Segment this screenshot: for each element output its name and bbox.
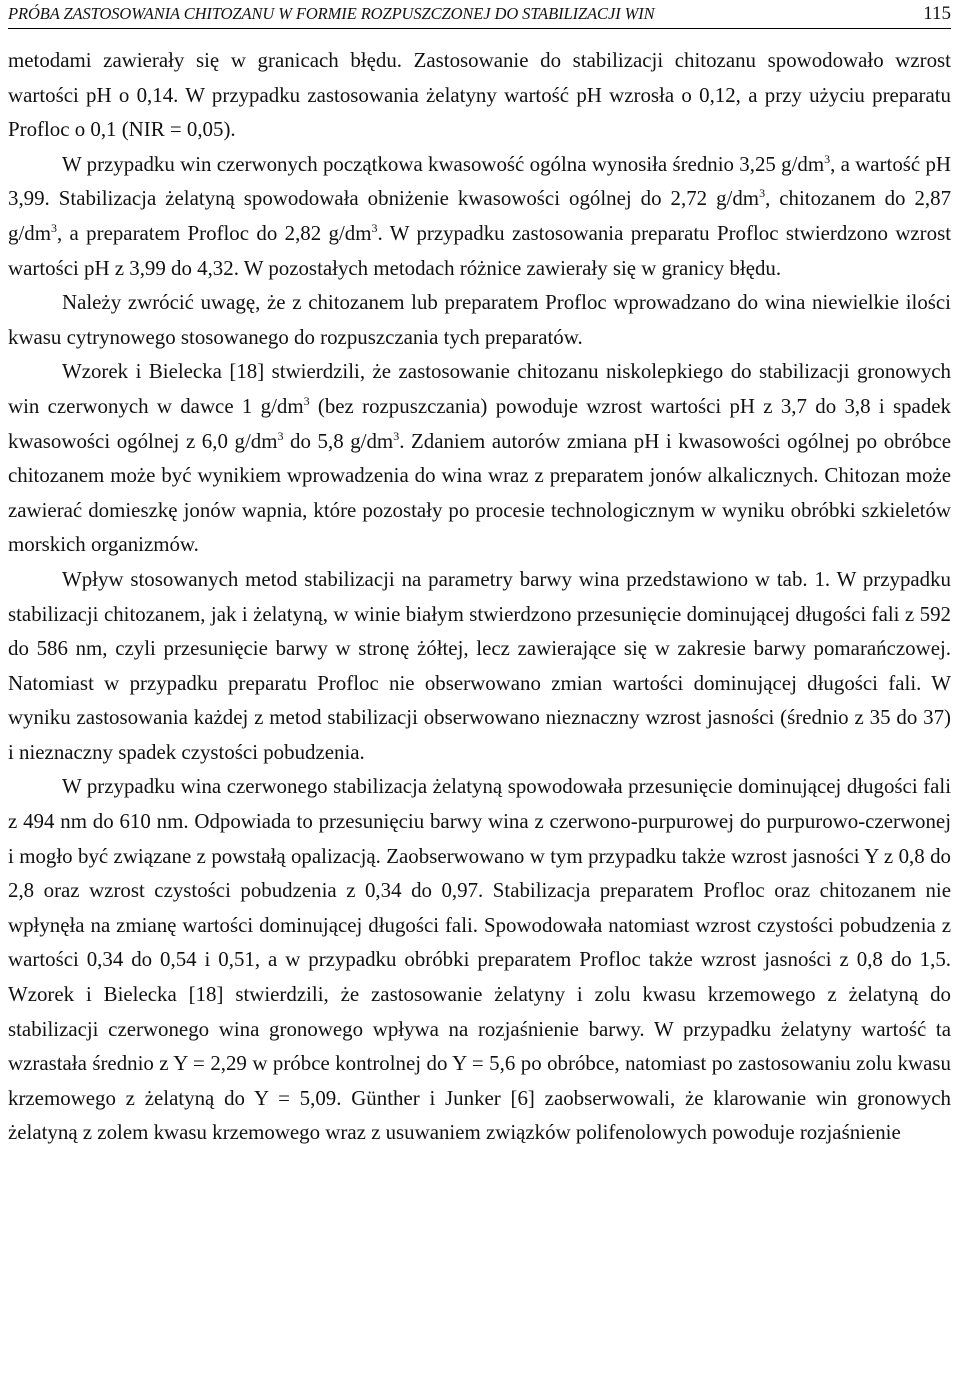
paragraph-text: , chitozanem do 2,87 g/dm <box>8 186 952 245</box>
superscript: 3 <box>277 428 284 443</box>
paragraph-text: (bez rozpuszczania) powoduje wzrost wartości pH z 3,7 do 3,8 i spadek kwasowości ogólnej z 6,0 g/dm <box>8 393 951 453</box>
superscript: 3 <box>759 186 766 201</box>
running-header <box>8 0 951 29</box>
body-paragraph <box>8 43 951 147</box>
superscript: 3 <box>303 393 310 408</box>
paragraph-text: Należy zwrócić uwagę, że z chitozanem lub preparatem Profloc wprowadzano do wina niewielkie ilości kwasu cytrynowego stosowanego do rozpuszczania tych preparatów. <box>8 290 951 349</box>
body-paragraph <box>8 147 951 285</box>
body-paragraph <box>8 562 951 770</box>
body-paragraph <box>8 769 951 1150</box>
page-number: 115 <box>923 3 951 24</box>
document-page <box>8 0 951 1150</box>
superscript: 3 <box>393 428 400 443</box>
paragraph-text: . W przypadku zastosowania preparatu Profloc stwierdzono wzrost wartości pH z 3,99 do 4,32. W pozostałych metodach różnice zawierały się w granicy błędu. <box>8 220 952 280</box>
body-paragraph <box>8 285 951 354</box>
paragraph-text: W przypadku win czerwonych początkowa kwasowość ogólna wynosiła średnio 3,25 g/dm <box>62 151 825 176</box>
paragraph-text: do 5,8 g/dm <box>283 428 394 453</box>
superscript: 3 <box>371 220 378 235</box>
body-paragraph <box>8 354 951 562</box>
paragraph-text: metodami zawierały się w granicach błędu. Zastosowanie do stabilizacji chitozanu spowodowało wzrost wartości pH o 0,14. W przypadku zastosowania żelatyny wartość pH wzrosła o 0,12, a przy użyciu preparatu Profloc o 0,1 (NIR = 0,05). <box>8 48 951 142</box>
paragraph-text: Wpływ stosowanych metod stabilizacji na parametry barwy wina przedstawiono w tab. 1. W przypadku stabilizacji chitozanem, jak i żelatyną, w winie białym stwierdzono przesunięcie dominującej długości fali z 592 do 586 nm, czyli przesunięcie barwy w stronę żółtej, lecz zawierające się w zakresie barwy pomarańczowej. Natomiast w przypadku preparatu Profloc nie obserwowano zmian wartości dominującej długości fali. W wyniku zastosowania każdej z metod stabilizacji obserwowano nieznaczny wzrost jasności (średnio z 35 do 37) i nieznaczny spadek czystości pobudzenia. <box>8 566 951 764</box>
paragraph-text: . Zdaniem autorów zmiana pH i kwasowości ogólnej po obróbce chitozanem może być wynikiem wprowadzenia do wina wraz z preparatem jonów alkalicznych. Chitozan może zawierać domieszkę jonów wapnia, które pozostały po procesie technologicznym w wyniku obróbki szkieletów morskich organizmów. <box>8 428 952 557</box>
body-text <box>8 43 951 1150</box>
superscript: 3 <box>50 220 57 235</box>
running-title: PRÓBA ZASTOSOWANIA CHITOZANU W FORMIE ROZPUSZCZONEJ DO STABILIZACJI WIN <box>8 4 655 23</box>
paragraph-text: W przypadku wina czerwonego stabilizacja żelatyną spowodowała przesunięcie dominującej długości fali z 494 nm do 610 nm. Odpowiada to przesunięciu barwy wina z czerwono-purpurowej do purpurowo-czerwonej i mogło być związane z powstałą opalizacją. Zaobserwowano w tym przypadku także wzrost jasności Y z 0,8 do 2,8 oraz wzrost czystości pobudzenia z 0,34 do 0,97. Stabilizacja preparatem Profloc oraz chitozanem nie wpłynęła na zmianę wartości dominującej długości fali. Spowodowała natomiast wzrost czystości pobudzenia z wartości 0,34 do 0,54 i 0,51, a w przypadku obróbki preparatem Profloc także wzrost jasności z 0,8 do 1,5. Wzorek i Bielecka [18] stwierdzili, że zastosowanie żelatyny i zolu kwasu krzemowego z żelatyną do stabilizacji czerwonego wina gronowego wpływa na rozjaśnienie barwy. W przypadku żelatyny wartość ta wzrastała średnio z Y = 2,29 w próbce kontrolnej do Y = 5,6 po obróbce, natomiast po zastosowaniu zolu kwasu krzemowego z żelatyną do Y = 5,09. Günther i Junker [6] zaobserwowali, że klarowanie win gronowych żelatyną z zolem kwasu krzemowego wraz z usuwaniem związków polifenolowych powoduje rozjaśnienie <box>8 774 951 1145</box>
paragraph-text: Wzorek i Bielecka [18] stwierdzili, że zastosowanie chitozanu niskolepkiego do stabilizacji gronowych win czerwonych w dawce 1 g/dm <box>8 359 951 418</box>
superscript: 3 <box>824 151 831 166</box>
paragraph-text: , a preparatem Profloc do 2,82 g/dm <box>56 220 372 245</box>
paragraph-text: , a wartość pH 3,99. Stabilizacja żelatyną spowodowała obniżenie kwasowości ogólnej do 2,72 g/dm <box>8 151 951 211</box>
